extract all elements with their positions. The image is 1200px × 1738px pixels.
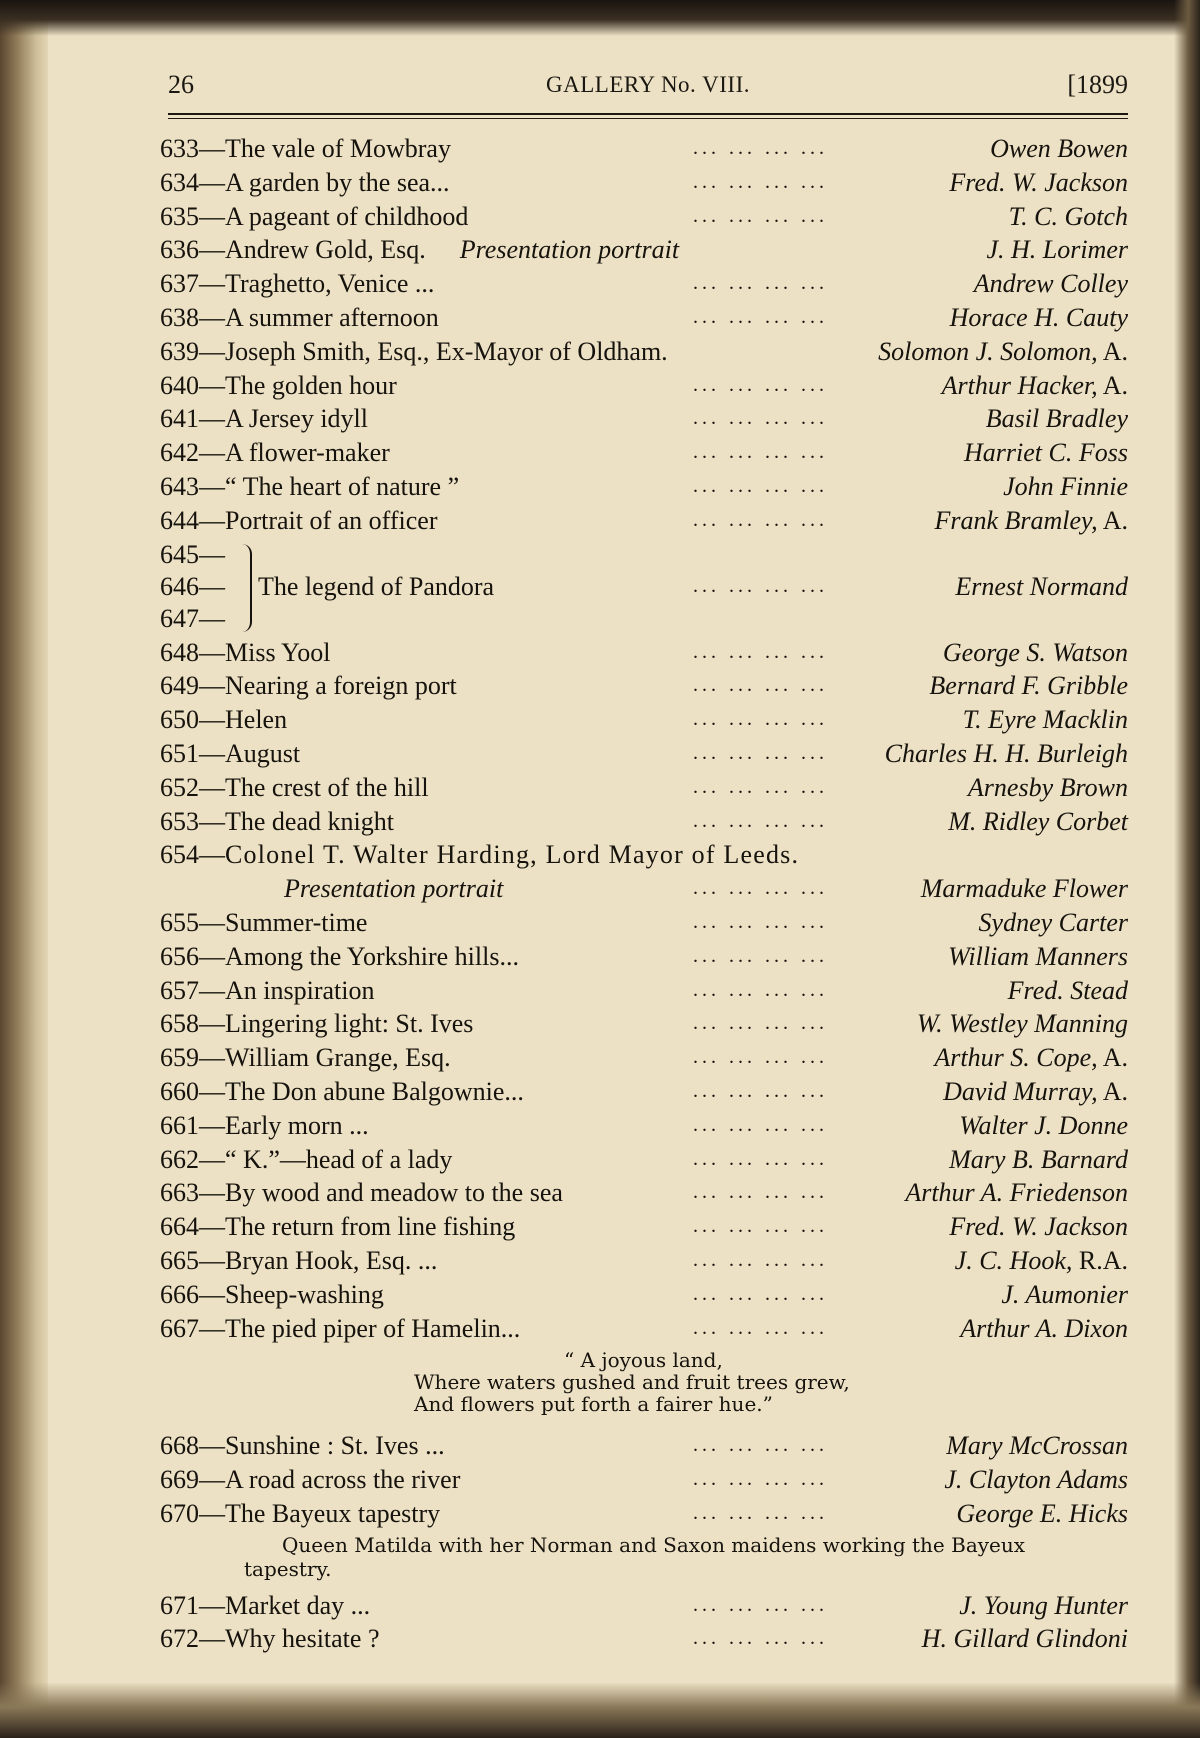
entry-number: 664 bbox=[160, 1212, 199, 1242]
artist-name: George E. Hicks bbox=[956, 1498, 1128, 1528]
entry-number: 647— bbox=[160, 603, 225, 633]
entry-title: The dead knight bbox=[225, 806, 394, 836]
leader-dots: ... ... ... ... bbox=[693, 1627, 828, 1650]
artist-name: John Finnie bbox=[1003, 471, 1128, 501]
artist-name: Solomon J. Solomon, bbox=[878, 336, 1098, 366]
bracketed-entry bbox=[160, 538, 1128, 636]
catalogue-entry: 658—Lingering light: St. Ives ... ... ... ... W. Westley Manning bbox=[160, 1009, 1128, 1039]
artist-name: J. Aumonier bbox=[1001, 1279, 1128, 1309]
catalogue-entry: 650—Helen ... ... ... ... T. Eyre Macklin bbox=[160, 705, 1128, 735]
entry-title: Joseph Smith, Esq., Ex-Mayor of Oldham. bbox=[225, 336, 668, 366]
right-edge-shadow bbox=[1174, 0, 1200, 1738]
entry-number: 643 bbox=[160, 471, 199, 501]
entry-title: A flower-maker bbox=[225, 438, 390, 468]
leader-dots: ... ... ... ... bbox=[693, 1501, 828, 1524]
catalogue-entry: 634—A garden by the sea... ... ... ... ... Fred. W. Jackson bbox=[160, 167, 1128, 197]
artist-name: Owen Bowen bbox=[990, 134, 1128, 163]
leader-dots: ... ... ... ... bbox=[693, 944, 828, 967]
catalogue-entry: 666—Sheep-washing ... ... ... ... J. Aumonier bbox=[160, 1279, 1128, 1309]
entry-number: 653 bbox=[160, 806, 199, 836]
artist-name: Mary B. Barnard bbox=[949, 1144, 1128, 1174]
brace-mark bbox=[240, 544, 252, 632]
year-label: [1899 bbox=[1067, 70, 1128, 99]
leader-dots: ... ... ... ... bbox=[693, 1468, 828, 1491]
artist-name: T. Eyre Macklin bbox=[962, 705, 1128, 735]
entry-artist bbox=[943, 1075, 1128, 1108]
entry-title: Market day ... bbox=[225, 1590, 371, 1620]
entry-number: 651 bbox=[160, 738, 199, 768]
catalogue-entry: 665—Bryan Hook, Esq. ... ... ... ... ... J. C. Hook, R.A. bbox=[160, 1245, 1128, 1275]
entry-artist bbox=[1008, 974, 1128, 1007]
entry-number: 646— bbox=[160, 571, 225, 601]
artist-name: M. Ridley Corbet bbox=[948, 806, 1128, 836]
entry-title: A pageant of childhood bbox=[225, 201, 469, 231]
artist-name: Frank Bramley, bbox=[934, 505, 1098, 535]
catalogue-entry: 655—Summer-time ... ... ... ... Sydney Carter bbox=[160, 907, 1128, 937]
entry-number: 659 bbox=[160, 1043, 199, 1073]
catalogue-entry: 672—Why hesitate ? ... ... ... ... H. Gillard Glindoni bbox=[160, 1624, 1128, 1654]
entry-title: The legend of Pandora bbox=[258, 571, 495, 601]
entry-title: Helen bbox=[225, 705, 288, 735]
catalogue-entry: 653—The dead knight ... ... ... ... M. Ridley Corbet bbox=[160, 806, 1128, 836]
artist-name: Fred. W. Jackson bbox=[949, 1212, 1128, 1242]
entry-title: A road across the river bbox=[225, 1465, 461, 1495]
entry-number: 650 bbox=[160, 705, 199, 735]
entry-artist: Marmaduke Flower bbox=[920, 874, 1128, 904]
artist-name: Arthur Hacker, bbox=[941, 370, 1098, 400]
entry-artist bbox=[1009, 200, 1128, 233]
artist-name: Arthur A. Dixon bbox=[960, 1313, 1128, 1343]
entry-number: 637 bbox=[160, 269, 199, 299]
entry-title: Sheep-washing bbox=[225, 1279, 384, 1309]
entry-artist bbox=[963, 703, 1128, 736]
entry-number: 657 bbox=[160, 975, 199, 1005]
entry-number: 670 bbox=[160, 1498, 199, 1528]
entry-title: A summer afternoon bbox=[225, 302, 439, 332]
leader-dots: ... ... ... ... bbox=[693, 474, 828, 497]
entry-number: 634 bbox=[160, 167, 199, 197]
entry-artist bbox=[986, 233, 1128, 266]
catalogue-entry: 654—Colonel T. Walter Harding, Lord Mayor of Leeds. bbox=[160, 840, 800, 870]
entry-artist bbox=[946, 1429, 1128, 1462]
header-rule-thin bbox=[168, 118, 1128, 119]
entry-title: Sunshine : St. Ives ... bbox=[225, 1431, 445, 1461]
entry-subline bbox=[160, 872, 1128, 906]
note-line: tapestry. bbox=[244, 1556, 332, 1581]
entry-artist bbox=[948, 805, 1128, 838]
entry-number: 669 bbox=[160, 1465, 199, 1495]
entry-title: The return from line fishing bbox=[225, 1212, 516, 1242]
entry-artist bbox=[949, 1210, 1128, 1243]
gallery-title: GALLERY No. VIII. bbox=[546, 72, 750, 97]
artist-rank: A. bbox=[1097, 505, 1128, 535]
entry-title: The Don abune Balgownie... bbox=[225, 1076, 524, 1106]
entry-title: Andrew Gold, Esq. bbox=[225, 235, 426, 265]
entry-title: A garden by the sea... bbox=[225, 167, 450, 197]
entry-artist bbox=[948, 940, 1128, 973]
entry-title: The crest of the hill bbox=[225, 772, 429, 802]
book-spine-shadow bbox=[0, 0, 48, 1738]
entry-number: 638 bbox=[160, 302, 199, 332]
entry-title: The vale of Mowbray bbox=[225, 134, 451, 163]
entry-artist bbox=[959, 1589, 1128, 1622]
leader-dots: ... ... ... ... bbox=[693, 1181, 828, 1204]
artist-name: Basil Bradley bbox=[985, 404, 1128, 434]
artist-rank: A. bbox=[1097, 336, 1128, 366]
entry-artist bbox=[934, 504, 1128, 537]
artist-name: T. C. Gotch bbox=[1008, 201, 1128, 231]
entry-number: 671 bbox=[160, 1590, 199, 1620]
entry-artist bbox=[885, 737, 1128, 770]
entry-number: 662 bbox=[160, 1144, 199, 1174]
catalogue-entry: 648—Miss Yool ... ... ... ... George S. Watson bbox=[160, 637, 1128, 667]
entry-number: 668 bbox=[160, 1431, 199, 1461]
entry-number: 656 bbox=[160, 941, 199, 971]
entry-number: 658 bbox=[160, 1009, 199, 1039]
entry-number: 654 bbox=[160, 840, 199, 870]
artist-rank: A. bbox=[1097, 370, 1128, 400]
entry-number: 642 bbox=[160, 438, 199, 468]
entry-number: 655 bbox=[160, 907, 199, 937]
catalogue-entry: 667—The pied piper of Hamelin... ... ... ... ... Arthur A. Dixon bbox=[160, 1313, 1128, 1343]
entry-title: The golden hour bbox=[225, 370, 397, 400]
catalogue-entry: 670—The Bayeux tapestry ... ... ... ... George E. Hicks bbox=[160, 1498, 1128, 1528]
entry-artist bbox=[956, 1497, 1128, 1530]
artist-name: J. Clayton Adams bbox=[944, 1465, 1128, 1495]
entry-title: The Bayeux tapestry bbox=[225, 1498, 441, 1528]
entry-title: The pied piper of Hamelin... bbox=[225, 1313, 521, 1343]
leader-dots: ... ... ... ... bbox=[693, 373, 828, 396]
entry-number: 640 bbox=[160, 370, 199, 400]
catalogue-entry: 659—William Grange, Esq. ... ... ... ... Arthur S. Cope, A. bbox=[160, 1043, 1128, 1073]
entry-artist bbox=[964, 436, 1128, 469]
entry-artist bbox=[878, 335, 1128, 368]
leader-dots: ... ... ... ... bbox=[693, 272, 828, 295]
catalogue-entry: 669—A road across the river ... ... ... ... J. Clayton Adams bbox=[160, 1465, 1128, 1495]
artist-name: Fred. W. Jackson bbox=[949, 167, 1128, 197]
artist-rank: A. bbox=[1097, 1043, 1128, 1073]
leader-dots: ... ... ... ... bbox=[693, 910, 828, 933]
artist-name: Arthur S. Cope, bbox=[934, 1043, 1098, 1073]
artist-name: Fred. Stead bbox=[1007, 975, 1128, 1005]
entry-artist bbox=[990, 132, 1128, 165]
entry-number: 644 bbox=[160, 505, 199, 535]
artist-name: Horace H. Cauty bbox=[949, 302, 1128, 332]
artist-name: Arnesby Brown bbox=[967, 772, 1128, 802]
entry-title: Early morn ... bbox=[225, 1110, 369, 1140]
entry-artist bbox=[986, 402, 1128, 435]
leader-dots: ... ... ... ... bbox=[693, 1147, 828, 1170]
artist-name: Sydney Carter bbox=[978, 907, 1128, 937]
artist-name: J. H. Lorimer bbox=[986, 235, 1128, 265]
catalogue-entry: 642—A flower-maker ... ... ... ... Harriet C. Foss bbox=[160, 438, 1128, 468]
leader-dots: ... ... ... ... bbox=[693, 1113, 828, 1136]
artist-name: William Manners bbox=[948, 941, 1128, 971]
artist-name: David Murray, bbox=[943, 1076, 1098, 1106]
entry-artist bbox=[917, 1007, 1128, 1040]
artist-name: Walter J. Donne bbox=[959, 1110, 1128, 1140]
leader-dots: ... ... ... ... bbox=[693, 1215, 828, 1238]
entry-number: 639 bbox=[160, 336, 199, 366]
entry-title: Portrait of an officer bbox=[225, 505, 438, 535]
catalogue-entry: 633—The vale of Mowbray ... ... ... ... Owen Bowen bbox=[160, 134, 1128, 163]
catalogue-entry: 668—Sunshine : St. Ives ... ... ... ... ... Mary McCrossan bbox=[160, 1431, 1128, 1461]
catalogue-entry: 636—Andrew Gold, Esq. Presentation portrait J. H. Lorimer bbox=[160, 235, 1128, 265]
entry-number: 648 bbox=[160, 637, 199, 667]
leader-dots: ... ... ... ... bbox=[693, 1046, 828, 1069]
catalogue-entry: 641—A Jersey idyll ... ... ... ... Basil Bradley bbox=[160, 404, 1128, 434]
artist-name: W. Westley Manning bbox=[916, 1009, 1128, 1039]
entry-title: Summer-time bbox=[225, 907, 368, 937]
artist-name: J. C. Hook, bbox=[954, 1245, 1073, 1275]
artist-name: Harriet C. Foss bbox=[964, 438, 1128, 468]
catalogue-entry: 662—“ K.”—head of a lady ... ... ... ... Mary B. Barnard bbox=[160, 1144, 1128, 1174]
artist-name: Bernard F. Gribble bbox=[929, 671, 1128, 701]
entry-artist bbox=[1003, 470, 1128, 503]
artist-name: George S. Watson bbox=[942, 637, 1128, 667]
catalogue-entry: 652—The crest of the hill ... ... ... ... Arnesby Brown bbox=[160, 772, 1128, 802]
catalogue-entry: 657—An inspiration ... ... ... ... Fred. Stead bbox=[160, 975, 1128, 1005]
catalogue-entry: 635—A pageant of childhood ... ... ... ... T. C. Gotch bbox=[160, 201, 1128, 231]
entry-title: “ The heart of nature ” bbox=[225, 471, 460, 501]
entry-artist: Ernest Normand bbox=[955, 571, 1128, 601]
entry-number: 661 bbox=[160, 1110, 199, 1140]
entry-artist bbox=[922, 1622, 1128, 1655]
leader-dots: ... ... ... ... bbox=[693, 877, 828, 900]
leader-dots: ... ... ... ... bbox=[693, 978, 828, 1001]
entry-number: 672 bbox=[160, 1624, 199, 1654]
entry-artist bbox=[949, 166, 1128, 199]
entry-artist bbox=[934, 1041, 1128, 1074]
entry-title: William Grange, Esq. bbox=[225, 1043, 451, 1073]
artist-rank: A. bbox=[1097, 1076, 1128, 1106]
entry-title: Why hesitate ? bbox=[225, 1624, 380, 1654]
catalogue-entry: 664—The return from line fishing ... ... ... ... Fred. W. Jackson bbox=[160, 1212, 1128, 1242]
leader-dots: ... ... ... ... bbox=[693, 1248, 828, 1271]
leader-dots: ... ... ... ... bbox=[693, 407, 828, 430]
artist-name: Mary McCrossan bbox=[946, 1431, 1128, 1461]
entry-title: “ K.”—head of a lady bbox=[225, 1144, 453, 1174]
entry-title: An inspiration bbox=[225, 975, 375, 1005]
entry-artist bbox=[974, 267, 1128, 300]
entry-note: Presentation portrait bbox=[284, 874, 504, 904]
entry-title: Traghetto, Venice ... bbox=[225, 269, 435, 299]
catalogue-entry: 638—A summer afternoon ... ... ... ... Horace H. Cauty bbox=[160, 302, 1128, 332]
entry-artist bbox=[943, 636, 1128, 669]
entry-number: 663 bbox=[160, 1178, 199, 1208]
entry-artist bbox=[949, 1143, 1128, 1176]
entry-artist bbox=[950, 301, 1128, 334]
leader-dots: ... ... ... ... bbox=[693, 508, 828, 531]
entry-number: 641 bbox=[160, 404, 199, 434]
entry-title: August bbox=[225, 738, 301, 768]
entry-artist bbox=[979, 906, 1128, 939]
entry-artist bbox=[1001, 1278, 1128, 1311]
top-edge-shadow bbox=[0, 0, 1200, 36]
catalogue-entry: 651—August ... ... ... ... Charles H. H. Burleigh bbox=[160, 738, 1128, 768]
leader-dots: ... ... ... ... bbox=[693, 1316, 828, 1339]
catalogue-entry: 649—Nearing a foreign port ... ... ... ... Bernard F. Gribble bbox=[160, 671, 1128, 701]
header-rule-thick bbox=[168, 113, 1128, 115]
entry-number: 652 bbox=[160, 772, 199, 802]
entry-artist bbox=[968, 771, 1128, 804]
artist-name: Andrew Colley bbox=[973, 269, 1128, 299]
artist-name: H. Gillard Glindoni bbox=[921, 1624, 1128, 1654]
artist-name: J. Young Hunter bbox=[959, 1590, 1128, 1620]
entry-number: 666 bbox=[160, 1279, 199, 1309]
entry-number: 665 bbox=[160, 1245, 199, 1275]
catalogue-entry: 671—Market day ... ... ... ... ... J. Young Hunter bbox=[160, 1590, 1128, 1620]
entry-number: 667 bbox=[160, 1313, 199, 1343]
catalogue-entry: 660—The Don abune Balgownie... ... ... ... ... David Murray, A. bbox=[160, 1076, 1128, 1106]
catalogue-entry: 656—Among the Yorkshire hills... ... ... ... ... William Manners bbox=[160, 941, 1128, 971]
running-header bbox=[168, 70, 1128, 110]
quote-line: “ A joyous land, bbox=[564, 1348, 723, 1373]
entry-artist bbox=[960, 1312, 1128, 1345]
note-line: Queen Matilda with her Norman and Saxon maidens working the Bayeux bbox=[282, 1532, 1026, 1557]
leader-dots: ... ... ... ... bbox=[693, 170, 828, 193]
leader-dots: ... ... ... ... bbox=[693, 809, 828, 832]
leader-dots: ... ... ... ... bbox=[693, 640, 828, 663]
leader-dots: ... ... ... ... bbox=[693, 1593, 828, 1616]
leader-dots: ... ... ... ... bbox=[693, 775, 828, 798]
entry-note: Presentation portrait bbox=[459, 235, 680, 265]
catalogue-entry: 639—Joseph Smith, Esq., Ex-Mayor of Oldham. Solomon J. Solomon, A. bbox=[160, 336, 1128, 366]
leader-dots: ... ... ... ... bbox=[693, 708, 828, 731]
entry-title: Among the Yorkshire hills... bbox=[225, 941, 519, 971]
entry-number: 645— bbox=[160, 539, 225, 569]
quote-line: Where waters gushed and fruit trees grew, bbox=[414, 1370, 850, 1395]
entry-title: Bryan Hook, Esq. ... bbox=[225, 1245, 438, 1275]
leader-dots: ... ... ... ... bbox=[693, 1434, 828, 1457]
leader-dots: ... ... ... ... bbox=[693, 1012, 828, 1035]
entry-artist bbox=[944, 1463, 1128, 1496]
catalogue-entries bbox=[160, 132, 1128, 1656]
entry-title: Nearing a foreign port bbox=[225, 671, 457, 701]
entry-title: A Jersey idyll bbox=[225, 404, 368, 434]
catalogue-entry: 640—The golden hour ... ... ... ... Arthur Hacker, A. bbox=[160, 370, 1128, 400]
artist-rank: R.A. bbox=[1072, 1245, 1128, 1275]
page-number: 26 bbox=[168, 70, 194, 99]
entry-title: Lingering light: St. Ives bbox=[225, 1009, 474, 1039]
entry-title: By wood and meadow to the sea bbox=[225, 1178, 563, 1208]
catalogue-entry: 643—“ The heart of nature ” ... ... ... ... John Finnie bbox=[160, 471, 1128, 501]
leader-dots: ... ... ... ... bbox=[693, 441, 828, 464]
entry-artist bbox=[955, 1244, 1128, 1277]
entry-title: Miss Yool bbox=[225, 637, 331, 667]
leader-dots: ... ... ... ... bbox=[693, 1282, 828, 1305]
entry-artist bbox=[905, 1176, 1128, 1209]
catalogue-entry: 663—By wood and meadow to the sea ... ... ... ... Arthur A. Friedenson bbox=[160, 1178, 1128, 1208]
entry-description bbox=[160, 1531, 1128, 1589]
catalogue-entry: 661—Early morn ... ... ... ... ... Walter J. Donne bbox=[160, 1110, 1128, 1140]
entry-number: 633 bbox=[160, 134, 199, 163]
verse-quote bbox=[160, 1345, 1128, 1429]
artist-name: Arthur A. Friedenson bbox=[905, 1178, 1128, 1208]
leader-dots: ... ... ... ... bbox=[693, 741, 828, 764]
catalogue-entry: 637—Traghetto, Venice ... ... ... ... ... Andrew Colley bbox=[160, 269, 1128, 299]
leader-dots: ... ... ... ... bbox=[693, 1079, 828, 1102]
artist-name: Charles H. H. Burleigh bbox=[884, 738, 1128, 768]
entry-number: 636 bbox=[160, 235, 199, 265]
leader-dots: ... ... ... ... bbox=[693, 137, 828, 159]
catalogue-entry: 644—Portrait of an officer ... ... ... ... Frank Bramley, A. bbox=[160, 505, 1128, 535]
entry-number: 635 bbox=[160, 201, 199, 231]
leader-dots: ... ... ... ... bbox=[693, 574, 828, 597]
entry-artist bbox=[929, 669, 1128, 702]
entry-number: 660 bbox=[160, 1076, 199, 1106]
entry-artist bbox=[942, 369, 1128, 402]
quote-line: And flowers put forth a fairer hue.” bbox=[414, 1392, 773, 1417]
leader-dots: ... ... ... ... bbox=[693, 305, 828, 328]
entry-title: Colonel T. Walter Harding, Lord Mayor of Leeds. bbox=[225, 840, 800, 870]
leader-dots: ... ... ... ... bbox=[693, 204, 828, 227]
bottom-edge-shadow bbox=[0, 1682, 1200, 1738]
leader-dots: ... ... ... ... bbox=[693, 674, 828, 697]
entry-artist bbox=[959, 1109, 1128, 1142]
entry-number: 649 bbox=[160, 671, 199, 701]
